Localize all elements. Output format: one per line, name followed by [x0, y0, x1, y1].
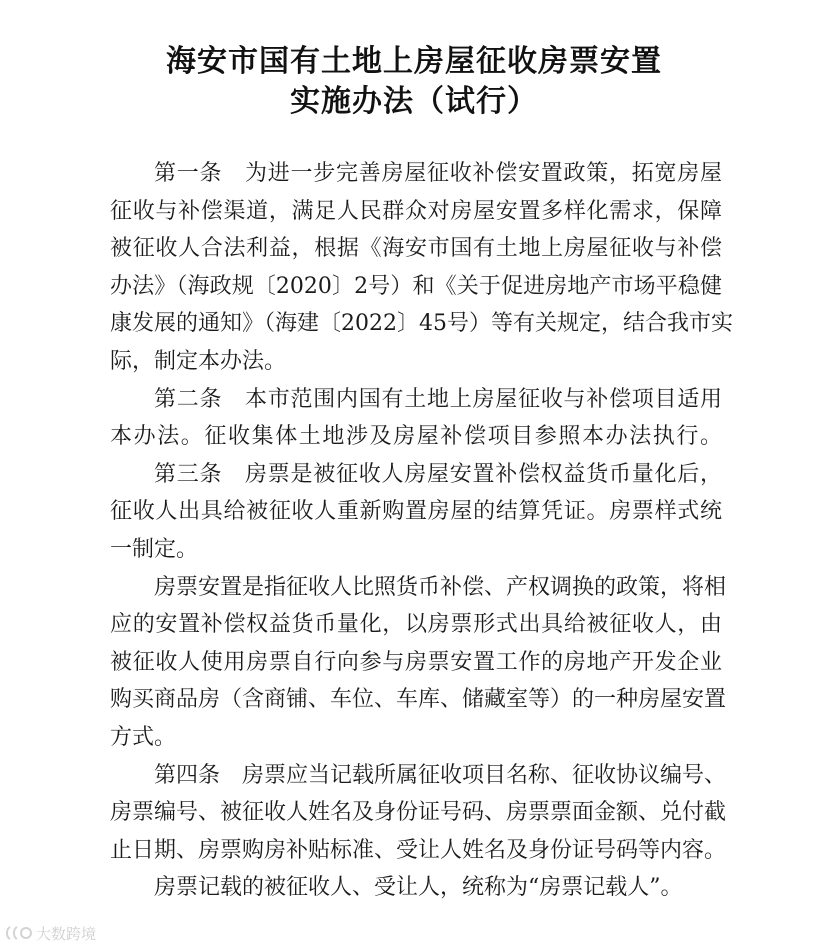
article-3-para-2-line: 购买商品房（含商铺、车位、车库、储藏室等）的一种房屋安置 [110, 687, 727, 713]
watermark [4, 921, 96, 945]
watermark-text: 大数跨境 [36, 924, 97, 943]
article-1-line: 第一条 为进一步完善房屋征收补偿安置政策，拓宽房屋 [154, 161, 722, 186]
document-title-line-2: 实施办法（试行） [290, 84, 538, 119]
watermark-logo-icon [4, 923, 34, 943]
article-4-line: 止日期、房票购房补贴标准、受让人姓名及身份证号码等内容。 [110, 837, 727, 863]
article-1-line: 被征收人合法利益，根据《海安市国有土地上房屋征收与补偿 [110, 236, 722, 262]
article-4-line: 第四条 房票应当记载所属征收项目名称、征收协议编号、 [154, 762, 727, 788]
article-1-line: 办法》（海政规〔2020〕2号）和《关于促进房地产市场平稳健 [110, 273, 722, 299]
article-3-line: 第三条 房票是被征收人房屋安置补偿权益货币量化后， [154, 461, 722, 487]
article-4-para-2-line: 房票记载的被征收人、受让人，统称为“房票记载人”。 [154, 875, 683, 901]
article-4-line: 房票编号、被征收人姓名及身份证号码、房票票面金额、兑付截 [110, 800, 727, 826]
article-2-line: 本办法。征收集体土地涉及房屋补偿项目参照本办法执行。 [110, 424, 722, 450]
article-3-line: 一制定。 [110, 536, 199, 562]
article-3-para-2-line: 被征收人使用房票自行向参与房票安置工作的房地产开发企业 [110, 649, 722, 675]
article-3-para-2-line: 方式。 [110, 724, 177, 750]
article-1-line: 际，制定本办法。 [110, 348, 287, 374]
article-1-line: 康发展的通知》（海建〔2022〕45号）等有关规定，结合我市实 [110, 311, 733, 337]
article-3-para-2-line: 应的安置补偿权益货币量化，以房票形式出具给被征收人，由 [110, 612, 722, 638]
article-3-para-2-line: 房票安置是指征收人比照货币补偿、产权调换的政策，将相 [154, 574, 727, 600]
document-body [110, 155, 733, 907]
article-1-line: 征收与补偿渠道，满足人民群众对房屋安置多样化需求，保障 [110, 198, 722, 224]
article-3-line: 征收人出具给被征收人重新购置房屋的结算凭证。房票样式统 [110, 499, 722, 525]
article-2-line: 第二条 本市范围内国有土地上房屋征收与补偿项目适用 [154, 386, 722, 412]
document-title-line-1: 海安市国有土地上房屋征收房票安置 [166, 44, 662, 79]
